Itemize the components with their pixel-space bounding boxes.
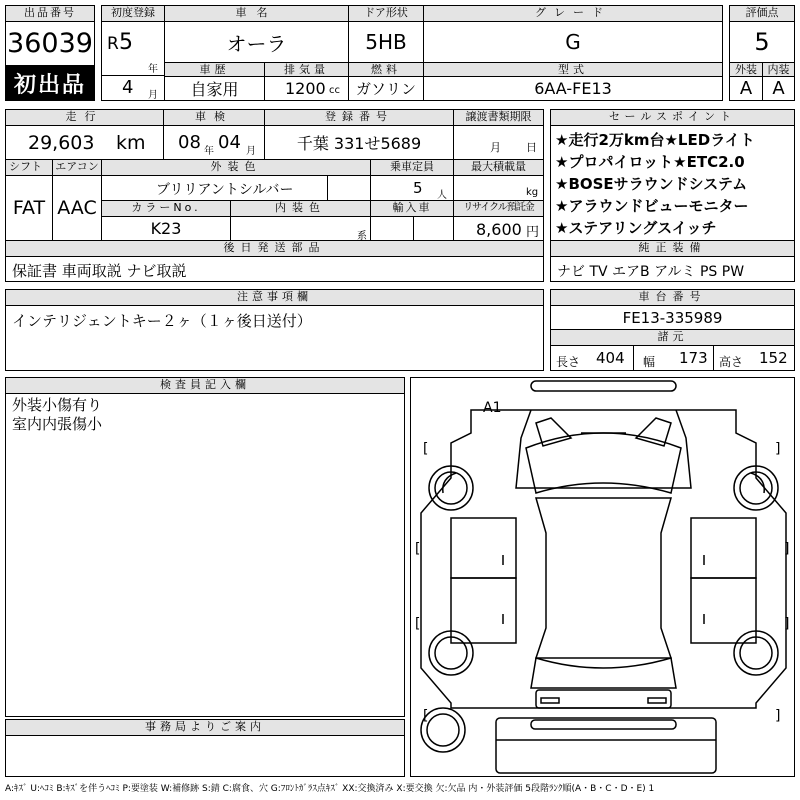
inspector-label: 検査員記入欄: [5, 377, 405, 394]
score-label: 評価点: [729, 5, 795, 22]
svg-text:[: [: [413, 616, 422, 632]
model-code-label: 型式: [423, 62, 723, 77]
height-value: 152: [759, 349, 788, 367]
office-value: [5, 735, 405, 777]
sales-point-item: ★アラウンドビューモニター: [555, 197, 749, 215]
capacity-label: 乗車定員: [370, 159, 454, 176]
shift-value: FAT: [5, 175, 53, 241]
height-label: 高さ: [719, 355, 744, 369]
inspection-cell: [163, 125, 265, 160]
svg-text:[: [: [413, 541, 422, 557]
mileage-unit: km: [116, 132, 146, 154]
dimensions-cell: [550, 345, 795, 371]
svg-text:]: ]: [783, 541, 792, 557]
svg-text:[: [: [421, 441, 430, 457]
office-label: 事務局よりご案内: [5, 719, 405, 736]
svg-text:]: ]: [783, 616, 792, 632]
registration-value: 千葉 331せ5689: [264, 125, 454, 160]
exterior-rating-value: A: [729, 76, 763, 101]
recycle-label: リサイクル預託金: [453, 200, 544, 217]
displacement-cell: [264, 76, 349, 101]
fuel-label: 燃料: [348, 62, 424, 77]
door-value: 5HB: [348, 21, 424, 63]
equipment-value: ナビ TV エアB アルミ PS PW: [550, 256, 795, 282]
lot-number: 36039: [5, 21, 95, 66]
transfer-deadline-day-unit: 日: [526, 141, 537, 154]
sales-points-label: セールスポイント: [550, 109, 795, 126]
interior-color-unit: 系: [357, 231, 367, 241]
length-value: 404: [596, 349, 625, 367]
door-label: ドア形状: [348, 5, 424, 22]
history-label: 車歴: [164, 62, 265, 77]
import-divider: [413, 217, 414, 241]
lot-label: 出品番号: [5, 5, 95, 22]
shift-label: シフト: [5, 159, 53, 176]
max-load-label: 最大積載量: [453, 159, 544, 176]
exterior-color-divider: [327, 176, 328, 201]
exterior-color-value: ブリリアントシルバー: [156, 182, 294, 198]
inspection-month: 04: [218, 132, 241, 153]
grade-label: グレード: [423, 5, 723, 22]
recycle-cell: [453, 216, 544, 241]
registration-label: 登録番号: [264, 109, 454, 126]
dimensions-divider-2: [713, 346, 714, 371]
sales-point-item: ★BOSEサラウンドシステム: [555, 175, 748, 193]
damage-diagram: [410, 377, 795, 777]
displacement-unit: cc: [329, 85, 340, 96]
mileage-value: 29,603: [28, 132, 95, 154]
dimensions-label: 諸元: [550, 329, 795, 346]
first-listing-badge: 初出品: [5, 65, 95, 101]
interior-color-cell: [230, 216, 371, 241]
transfer-deadline-label: 譲渡書類期限: [453, 109, 544, 126]
score-value: 5: [729, 21, 795, 63]
inspector-box: [5, 393, 405, 717]
damage-mark-a1: A1: [483, 400, 502, 416]
first-reg-label: 初度登録: [101, 5, 165, 22]
aircon-label: エアコン: [52, 159, 102, 176]
inspection-year: 08: [178, 132, 201, 153]
interior-rating-label: 内装: [762, 62, 795, 77]
interior-color-label: 内装色: [230, 200, 371, 217]
inspection-label: 車検: [163, 109, 265, 126]
width-value: 173: [679, 349, 708, 367]
mileage-label: 走行: [5, 109, 164, 126]
chassis-value: FE13-335989: [550, 305, 795, 330]
sales-point-item: ★走行2万km台★LEDライト: [555, 131, 755, 149]
later-parts-value: 保証書 車両取説 ナビ取説: [5, 256, 544, 282]
capacity-cell: [370, 175, 454, 201]
dimensions-divider-1: [633, 346, 634, 371]
fuel-value: ガソリン: [348, 76, 424, 101]
inspector-line: 室内内張傷小: [12, 415, 103, 433]
aircon-value: AAC: [52, 175, 102, 241]
grade-value: G: [423, 21, 723, 63]
svg-text:]: ]: [774, 441, 783, 457]
import-cell: [370, 216, 454, 241]
exterior-color-cell: [101, 175, 371, 201]
legend: A:ｷｽﾞ U:ﾍｺﾐ B:ｷｽﾞを伴うﾍｺﾐ P:要塗装 W:補修跡 S:錆 C:腐食、穴 G:ﾌﾛﾝﾄｶﾞﾗｽ点ｷｽﾞ XX:交換済み X:要交換 欠:欠品 内・外装評価 5段階ﾗﾝｸ順(A・B・C・D・E) 1: [5, 784, 655, 794]
car-name-value: オーラ: [164, 21, 349, 63]
svg-text:]: ]: [774, 708, 783, 724]
width-label: 幅: [643, 355, 656, 369]
first-reg-year-cell: [101, 21, 165, 76]
notes-value: インテリジェントキー２ヶ（１ヶ後日送付）: [5, 305, 544, 371]
recycle-unit: 円: [526, 225, 540, 240]
sales-point-item: ★ステアリングスイッチ: [555, 219, 717, 237]
first-reg-month-unit: 月: [148, 90, 158, 101]
inspection-year-unit: 年: [204, 146, 214, 157]
exterior-rating-label: 外装: [729, 62, 763, 77]
history-value: 自家用: [164, 76, 265, 101]
car-name-label: 車名: [164, 5, 349, 22]
chassis-label: 車台番号: [550, 289, 795, 306]
first-reg-year: 5: [119, 30, 133, 55]
sales-points-box: [550, 125, 795, 241]
max-load-cell: [453, 175, 544, 201]
model-code-value: 6AA-FE13: [423, 76, 723, 101]
equipment-label: 純正装備: [550, 240, 795, 257]
svg-text:[: [: [421, 708, 430, 724]
interior-rating-value: A: [762, 76, 795, 101]
exterior-color-label: 外装色: [101, 159, 371, 176]
displacement-label: 排気量: [264, 62, 349, 77]
car-outline-diagram: [411, 378, 795, 777]
later-parts-label: 後日発送部品: [5, 240, 544, 257]
max-load-unit: kg: [526, 187, 539, 198]
displacement-value: 1200: [285, 79, 326, 98]
first-reg-month: 4: [122, 77, 134, 98]
color-no-label: カラーNo.: [101, 200, 231, 217]
first-reg-month-cell: [101, 75, 165, 101]
inspection-month-unit: 月: [246, 146, 256, 157]
recycle-value: 8,600: [476, 220, 522, 239]
import-label: 輸入車: [370, 200, 454, 217]
sales-point-item: ★プロパイロット★ETC2.0: [555, 153, 745, 171]
length-label: 長さ: [556, 355, 581, 369]
color-no-value: K23: [101, 216, 231, 241]
mileage-cell: [5, 125, 164, 160]
capacity-value: 5: [413, 179, 423, 197]
inspector-line: 外装小傷有り: [12, 396, 103, 414]
notes-label: 注意事項欄: [5, 289, 544, 306]
transfer-deadline-month-unit: 月: [490, 141, 501, 154]
first-reg-era: R: [107, 34, 119, 54]
transfer-deadline-cell: [453, 125, 544, 160]
first-reg-year-unit: 年: [148, 64, 158, 75]
capacity-unit: 人: [437, 190, 447, 201]
